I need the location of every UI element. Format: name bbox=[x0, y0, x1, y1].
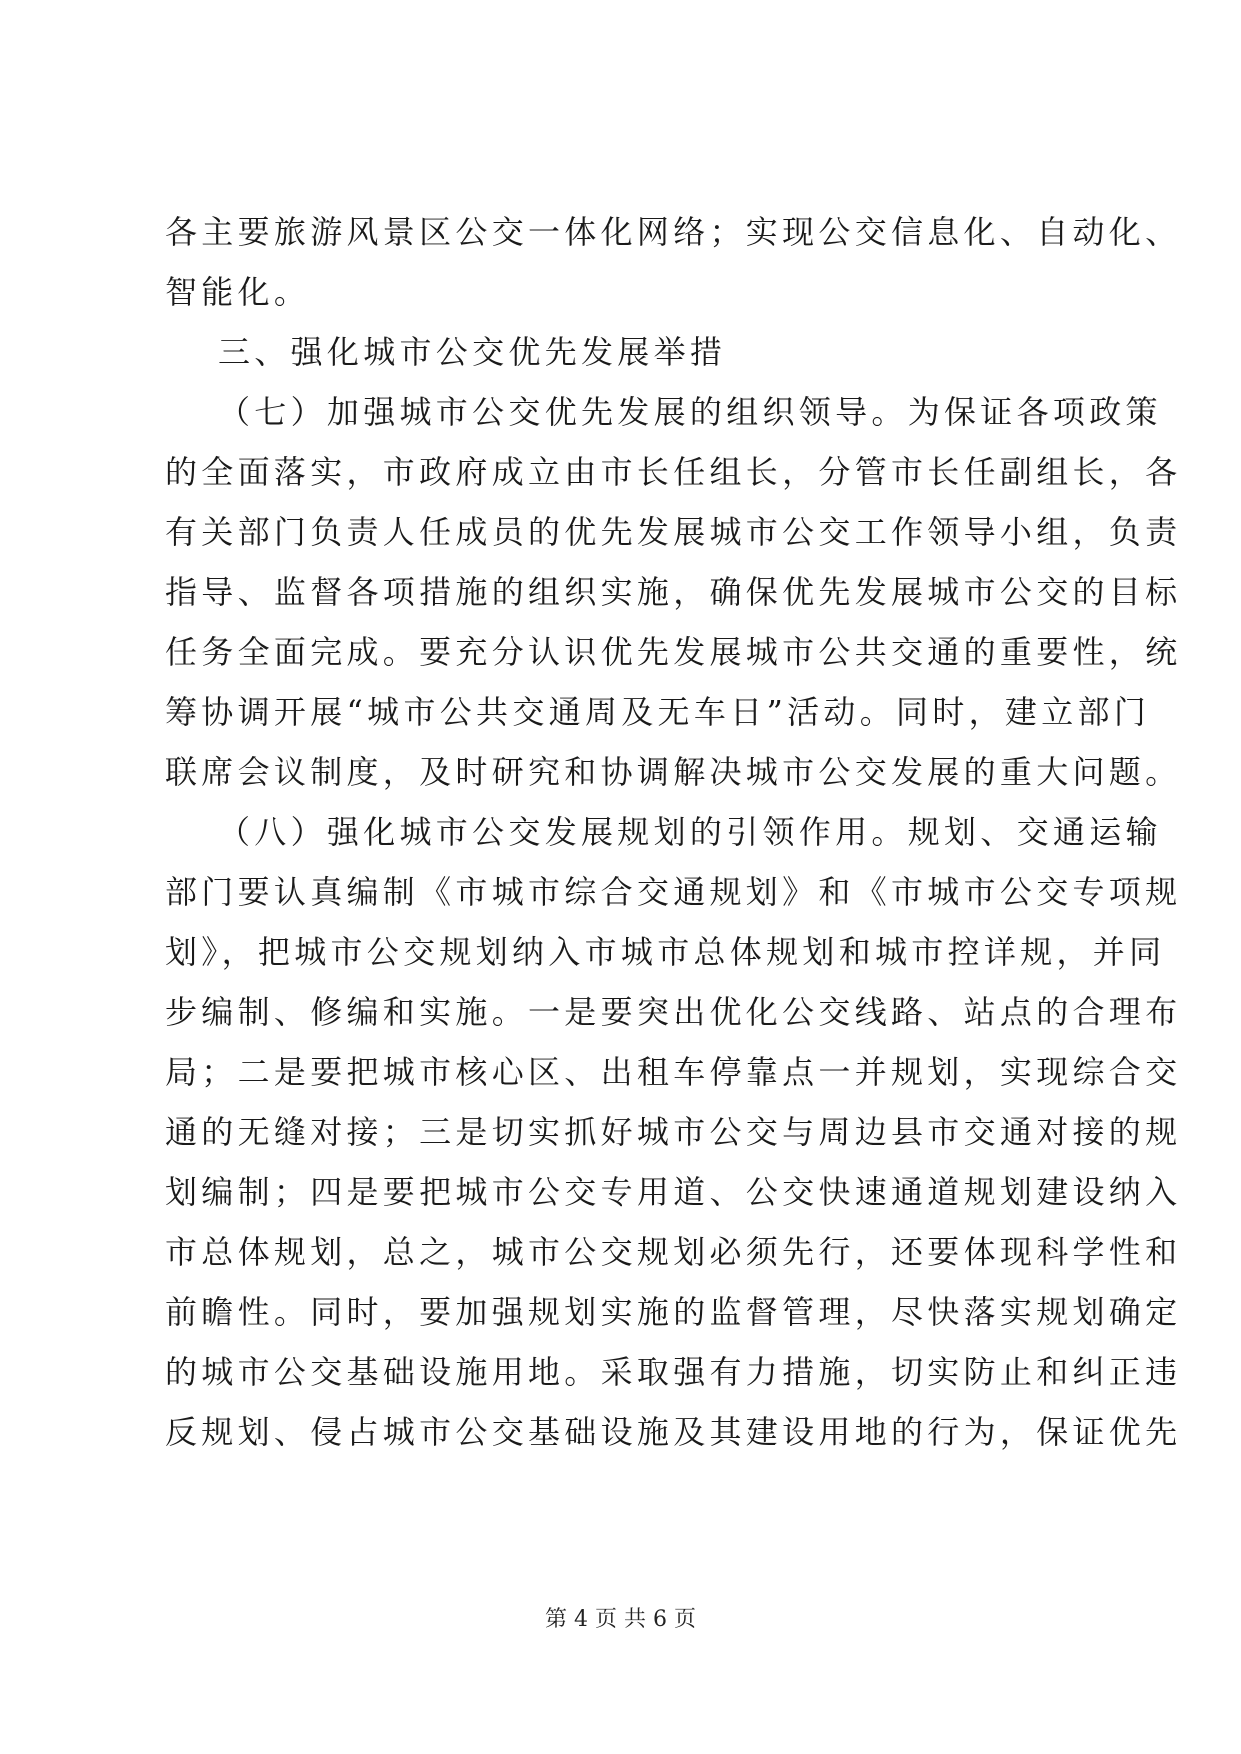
text-line-19: 前瞻性。同时，要加强规划实施的监督管理，尽快落实规划确定 bbox=[165, 1293, 1182, 1331]
text-line-4: （七）加强城市公交优先发展的组织领导。为保证各项政策 bbox=[218, 393, 1162, 431]
text-line-15: 局；二是要把城市核心区、出租车停靠点一并规划，实现综合交 bbox=[165, 1053, 1182, 1091]
text-line-20: 的城市公交基础设施用地。采取强有力措施，切实防止和纠正违 bbox=[165, 1353, 1182, 1391]
text-line-11: （八）强化城市公交发展规划的引领作用。规划、交通运输 bbox=[218, 813, 1162, 851]
page-number-footer: 第 4 页 共 6 页 bbox=[545, 1607, 696, 1632]
text-line-10: 联席会议制度，及时研究和协调解决城市公交发展的重大问题。 bbox=[165, 753, 1182, 791]
text-line-2: 智能化。 bbox=[165, 273, 311, 311]
text-line-1: 各主要旅游风景区公交一体化网络；实现公交信息化、自动化、 bbox=[165, 213, 1182, 251]
section-heading: 三、强化城市公交优先发展举措 bbox=[218, 333, 727, 371]
text-line-12: 部门要认真编制《市城市综合交通规划》和《市城市公交专项规 bbox=[165, 873, 1182, 911]
text-line-18: 市总体规划，总之，城市公交规划必须先行，还要体现科学性和 bbox=[165, 1233, 1182, 1271]
text-line-6: 有关部门负责人任成员的优先发展城市公交工作领导小组，负责 bbox=[165, 513, 1182, 551]
text-line-16: 通的无缝对接；三是切实抓好城市公交与周边县市交通对接的规 bbox=[165, 1113, 1182, 1151]
text-line-21: 反规划、侵占城市公交基础设施及其建设用地的行为，保证优先 bbox=[165, 1413, 1182, 1451]
text-line-13: 划》，把城市公交规划纳入市城市总体规划和城市控详规，并同 bbox=[165, 933, 1166, 971]
text-line-14: 步编制、修编和实施。一是要突出优化公交线路、站点的合理布 bbox=[165, 993, 1182, 1031]
text-line-7: 指导、监督各项措施的组织实施，确保优先发展城市公交的目标 bbox=[165, 573, 1182, 611]
text-line-8: 任务全面完成。要充分认识优先发展城市公共交通的重要性，统 bbox=[165, 633, 1182, 671]
text-line-9: 筹协调开展“城市公共交通周及无车日”活动。同时，建立部门 bbox=[165, 693, 1151, 731]
text-line-17: 划编制；四是要把城市公交专用道、公交快速通道规划建设纳入 bbox=[165, 1173, 1182, 1211]
text-line-5: 的全面落实，市政府成立由市长任组长，分管市长任副组长，各 bbox=[165, 453, 1182, 491]
